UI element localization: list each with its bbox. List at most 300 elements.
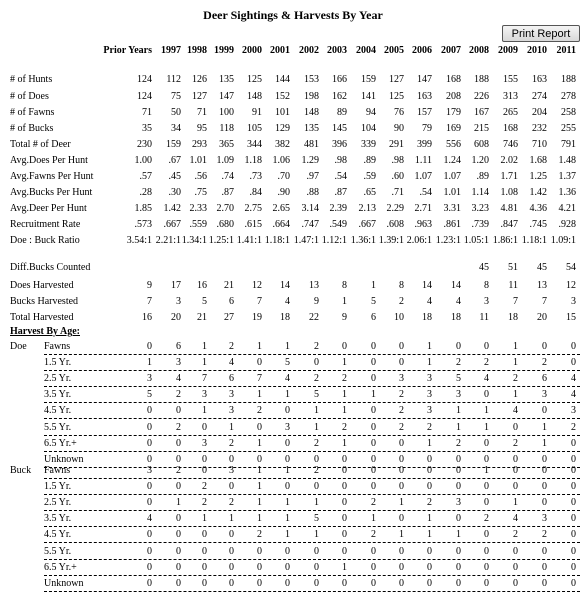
age-value: 3 xyxy=(229,465,234,476)
row-value: 7 xyxy=(513,296,518,307)
row-value: 124 xyxy=(137,74,152,85)
row-value: 7 xyxy=(257,296,262,307)
row-value: 1.85 xyxy=(134,203,152,214)
row-value: 208 xyxy=(446,91,461,102)
age-value: 0 xyxy=(484,497,489,509)
row-value: 95 xyxy=(197,123,207,134)
row-value: 1 xyxy=(342,296,347,307)
age-value: 1 xyxy=(285,513,290,525)
row-value: 215 xyxy=(474,123,489,134)
age-value: 1 xyxy=(229,513,234,525)
row-value: 75 xyxy=(171,91,181,102)
age-label: 3.5 Yr. xyxy=(44,389,72,401)
row-value: .75 xyxy=(194,187,207,198)
row-value: 1.37 xyxy=(558,171,576,182)
age-value: 0 xyxy=(456,465,461,476)
age-value: 0 xyxy=(202,545,207,557)
row-underline xyxy=(44,435,580,436)
row-value: 1.86:1 xyxy=(492,235,518,246)
age-value: 0 xyxy=(176,453,181,465)
row-value: 5 xyxy=(371,296,376,307)
row-value: 4 xyxy=(285,296,290,307)
row-value: 293 xyxy=(192,139,207,150)
row-value: 2.29 xyxy=(386,203,404,214)
age-value: 0 xyxy=(147,341,152,352)
row-value: 51 xyxy=(508,262,518,273)
row-value: 18 xyxy=(451,312,461,323)
row-value: .747 xyxy=(301,219,319,230)
row-value: 155 xyxy=(503,74,518,85)
age-value: 0 xyxy=(229,453,234,465)
row-value: 76 xyxy=(394,107,404,118)
row-value: 2.75 xyxy=(244,203,262,214)
age-value: 3 xyxy=(285,421,290,433)
row-value: 339 xyxy=(361,139,376,150)
age-value: 3 xyxy=(542,389,547,401)
age-value: 5 xyxy=(285,357,290,369)
row-value: 71 xyxy=(197,107,207,118)
row-value: .56 xyxy=(194,171,207,182)
age-value: 2 xyxy=(456,357,461,369)
row-underline xyxy=(44,559,580,560)
row-value: 8 xyxy=(342,280,347,291)
age-value: 0 xyxy=(399,357,404,369)
row-value: 12 xyxy=(566,280,576,291)
row-value: 10 xyxy=(394,312,404,323)
age-value: 1 xyxy=(484,421,489,433)
age-value: 1 xyxy=(314,421,319,433)
age-row xyxy=(0,562,586,574)
row-value: 188 xyxy=(474,74,489,85)
row-value: 147 xyxy=(219,91,234,102)
age-value: 0 xyxy=(285,437,290,449)
row-value: 1.14 xyxy=(471,187,489,198)
age-value: 3 xyxy=(202,389,207,401)
row-value: 1.00 xyxy=(134,155,152,166)
row-label: Avg.Deer Per Hunt xyxy=(10,203,87,214)
age-value: 1 xyxy=(147,357,152,369)
row-value: 1.41:1 xyxy=(236,235,262,246)
age-value: 0 xyxy=(176,577,181,589)
row-value: 1.25 xyxy=(529,171,547,182)
age-group-label: Buck xyxy=(10,465,32,476)
age-value: 1 xyxy=(342,437,347,449)
age-value: 0 xyxy=(484,453,489,465)
age-value: 0 xyxy=(342,513,347,525)
age-label: Unknown xyxy=(44,453,84,465)
age-value: 0 xyxy=(427,481,432,493)
age-value: 0 xyxy=(399,545,404,557)
row-value: 7 xyxy=(542,296,547,307)
row-value: 313 xyxy=(503,91,518,102)
row-value: 105 xyxy=(247,123,262,134)
age-value: 0 xyxy=(371,453,376,465)
row-value: 232 xyxy=(532,123,547,134)
row-underline xyxy=(44,526,580,527)
age-value: 1 xyxy=(285,389,290,401)
row-value: 144 xyxy=(275,74,290,85)
row-underline xyxy=(44,370,580,371)
age-value: 0 xyxy=(176,529,181,541)
summary-row xyxy=(0,235,586,247)
age-value: 0 xyxy=(456,453,461,465)
row-value: 1.23:1 xyxy=(435,235,461,246)
row-value: 3.54:1 xyxy=(126,235,152,246)
age-value: 0 xyxy=(147,437,152,449)
row-value: 14 xyxy=(422,280,432,291)
age-value: 0 xyxy=(314,577,319,589)
age-value: 0 xyxy=(342,465,347,476)
age-value: 0 xyxy=(147,577,152,589)
row-label: Doe : Buck Ratio xyxy=(10,235,80,246)
harvest-row xyxy=(0,262,586,274)
row-value: .87 xyxy=(221,187,234,198)
age-value: 0 xyxy=(571,341,576,352)
row-value: 365 xyxy=(219,139,234,150)
age-label: 6.5 Yr.+ xyxy=(44,561,77,573)
summary-row xyxy=(0,123,586,135)
age-value: 2 xyxy=(542,357,547,369)
age-value: 2 xyxy=(314,341,319,352)
age-value: 1 xyxy=(342,561,347,573)
age-value: 1 xyxy=(484,405,489,417)
row-value: 179 xyxy=(446,107,461,118)
age-value: 2 xyxy=(513,373,518,385)
row-value: 20 xyxy=(171,312,181,323)
row-value: 255 xyxy=(561,123,576,134)
row-value: 16 xyxy=(142,312,152,323)
age-value: 2 xyxy=(513,529,518,541)
row-underline xyxy=(44,510,580,511)
age-value: 1 xyxy=(513,341,518,352)
age-value: 0 xyxy=(176,561,181,573)
row-value: 481 xyxy=(304,139,319,150)
year-header: 2002 xyxy=(299,45,319,56)
age-value: 0 xyxy=(399,465,404,476)
age-row xyxy=(0,389,586,401)
age-value: 0 xyxy=(399,561,404,573)
age-row xyxy=(0,546,586,558)
row-value: 19 xyxy=(252,312,262,323)
row-value: .73 xyxy=(249,171,262,182)
row-value: 1.05:1 xyxy=(463,235,489,246)
row-value: 2.21:1 xyxy=(155,235,181,246)
row-value: 135 xyxy=(219,74,234,85)
row-value: .28 xyxy=(139,187,152,198)
age-value: 1 xyxy=(257,389,262,401)
age-value: 3 xyxy=(456,497,461,509)
age-value: 0 xyxy=(176,513,181,525)
row-value: 1.07 xyxy=(443,171,461,182)
age-value: 1 xyxy=(484,465,489,476)
row-value: 94 xyxy=(366,107,376,118)
age-value: 2 xyxy=(314,373,319,385)
age-value: 1 xyxy=(257,497,262,509)
age-value: 1 xyxy=(371,513,376,525)
row-value: 45 xyxy=(479,262,489,273)
age-label: Unknown xyxy=(44,577,84,589)
age-value: 0 xyxy=(257,453,262,465)
summary-row xyxy=(0,139,586,151)
age-row xyxy=(0,497,586,509)
row-value: 2.71 xyxy=(414,203,432,214)
row-value: 9 xyxy=(342,312,347,323)
age-label: 1.5 Yr. xyxy=(44,357,72,369)
age-value: 0 xyxy=(456,513,461,525)
row-value: 27 xyxy=(224,312,234,323)
age-value: 0 xyxy=(257,545,262,557)
row-value: 1.25:1 xyxy=(208,235,234,246)
age-value: 1 xyxy=(456,405,461,417)
row-value: 3.14 xyxy=(301,203,319,214)
age-label: 1.5 Yr. xyxy=(44,481,72,493)
age-value: 0 xyxy=(513,577,518,589)
row-value: 2.70 xyxy=(216,203,234,214)
year-header: 2007 xyxy=(441,45,461,56)
year-header: Prior Years xyxy=(103,45,152,56)
row-underline xyxy=(44,402,580,403)
age-value: 5 xyxy=(314,389,319,401)
age-value: 1 xyxy=(427,341,432,352)
age-value: 4 xyxy=(571,373,576,385)
row-value: 1.18:1 xyxy=(521,235,547,246)
age-value: 2 xyxy=(427,421,432,433)
row-value: 188 xyxy=(561,74,576,85)
age-value: 3 xyxy=(399,373,404,385)
age-value: 0 xyxy=(484,437,489,449)
age-value: 3 xyxy=(427,405,432,417)
year-header: 2011 xyxy=(556,45,576,56)
row-value: 127 xyxy=(389,74,404,85)
age-value: 2 xyxy=(229,497,234,509)
row-value: 2.02 xyxy=(500,155,518,166)
age-value: 2 xyxy=(176,389,181,401)
age-value: 1 xyxy=(202,341,207,352)
row-value: 124 xyxy=(137,91,152,102)
age-value: 0 xyxy=(484,561,489,573)
age-label: Fawns xyxy=(44,465,71,476)
age-value: 0 xyxy=(342,497,347,509)
row-value: .928 xyxy=(558,219,576,230)
row-value: 167 xyxy=(474,107,489,118)
row-value: .70 xyxy=(277,171,290,182)
row-value: 1.34:1 xyxy=(181,235,207,246)
summary-row xyxy=(0,187,586,199)
age-value: 2 xyxy=(484,513,489,525)
age-value: 0 xyxy=(427,577,432,589)
row-value: 1.09 xyxy=(216,155,234,166)
year-header: 2010 xyxy=(527,45,547,56)
age-value: 1 xyxy=(399,529,404,541)
row-value: 2.39 xyxy=(329,203,347,214)
row-value: .67 xyxy=(168,155,181,166)
row-value: 791 xyxy=(561,139,576,150)
row-value: 1.07 xyxy=(414,171,432,182)
row-value: 12 xyxy=(252,280,262,291)
row-value: 2.65 xyxy=(272,203,290,214)
age-value: 1 xyxy=(513,357,518,369)
year-header: 2009 xyxy=(498,45,518,56)
age-value: 2 xyxy=(371,497,376,509)
row-value: 129 xyxy=(275,123,290,134)
row-value: .615 xyxy=(244,219,262,230)
row-value: 1.09:1 xyxy=(550,235,576,246)
age-value: 0 xyxy=(257,577,262,589)
age-value: 1 xyxy=(257,481,262,493)
age-value: 2 xyxy=(229,341,234,352)
row-underline xyxy=(44,478,580,479)
row-value: 159 xyxy=(166,139,181,150)
row-value: .963 xyxy=(414,219,432,230)
age-value: 0 xyxy=(571,357,576,369)
row-label: # of Does xyxy=(10,91,49,102)
row-value: .71 xyxy=(391,187,404,198)
row-value: .745 xyxy=(529,219,547,230)
age-value: 1 xyxy=(399,497,404,509)
row-label: # of Bucks xyxy=(10,123,54,134)
age-value: 2 xyxy=(484,357,489,369)
age-value: 1 xyxy=(257,437,262,449)
row-value: 18 xyxy=(508,312,518,323)
harvest-row xyxy=(0,312,586,324)
row-value: 141 xyxy=(361,91,376,102)
row-value: 3.23 xyxy=(471,203,489,214)
row-label: Diff.Bucks Counted xyxy=(10,262,91,273)
row-value: 125 xyxy=(389,91,404,102)
age-value: 0 xyxy=(513,421,518,433)
row-value: 1.20 xyxy=(471,155,489,166)
row-value: 3.31 xyxy=(443,203,461,214)
row-value: 204 xyxy=(532,107,547,118)
age-value: 0 xyxy=(285,545,290,557)
age-label: 4.5 Yr. xyxy=(44,529,72,541)
age-value: 3 xyxy=(202,437,207,449)
summary-row xyxy=(0,74,586,86)
age-value: 1 xyxy=(542,437,547,449)
age-value: 1 xyxy=(229,421,234,433)
age-value: 6 xyxy=(229,373,234,385)
age-value: 4 xyxy=(484,373,489,385)
row-value: .59 xyxy=(363,171,376,182)
age-value: 0 xyxy=(571,497,576,509)
row-value: 89 xyxy=(337,107,347,118)
age-value: 1 xyxy=(342,357,347,369)
row-value: 1.42 xyxy=(163,203,181,214)
row-label: Recruitment Rate xyxy=(10,219,81,230)
row-value: 1.47:1 xyxy=(293,235,319,246)
age-value: 1 xyxy=(371,389,376,401)
age-value: 0 xyxy=(176,481,181,493)
row-value: 4 xyxy=(456,296,461,307)
age-value: 0 xyxy=(342,481,347,493)
age-value: 1 xyxy=(285,465,290,476)
row-value: 21 xyxy=(224,280,234,291)
age-value: 0 xyxy=(257,357,262,369)
age-value: 3 xyxy=(229,405,234,417)
age-value: 0 xyxy=(399,437,404,449)
year-header: 2000 xyxy=(242,45,262,56)
row-value: 54 xyxy=(566,262,576,273)
row-value: 50 xyxy=(171,107,181,118)
age-value: 5 xyxy=(314,513,319,525)
year-header: 2001 xyxy=(270,45,290,56)
age-value: 0 xyxy=(456,545,461,557)
age-value: 3 xyxy=(427,373,432,385)
age-value: 2 xyxy=(314,437,319,449)
age-value: 2 xyxy=(571,421,576,433)
row-value: 8 xyxy=(484,280,489,291)
row-value: 2.13 xyxy=(358,203,376,214)
row-value: 135 xyxy=(304,123,319,134)
row-value: 9 xyxy=(314,296,319,307)
row-value: 265 xyxy=(503,107,518,118)
age-value: 0 xyxy=(371,341,376,352)
year-header: 2006 xyxy=(412,45,432,56)
age-value: 0 xyxy=(371,577,376,589)
row-value: .573 xyxy=(134,219,152,230)
row-value: 91 xyxy=(252,107,262,118)
row-value: 6 xyxy=(229,296,234,307)
age-row xyxy=(0,373,586,385)
age-value: 1 xyxy=(257,465,262,476)
row-underline xyxy=(44,494,580,495)
row-value: .84 xyxy=(249,187,262,198)
row-underline xyxy=(44,354,580,355)
row-value: 15 xyxy=(566,312,576,323)
row-value: 6 xyxy=(371,312,376,323)
age-value: 0 xyxy=(571,453,576,465)
age-value: 1 xyxy=(513,389,518,401)
age-row xyxy=(0,357,586,369)
age-value: 0 xyxy=(371,465,376,476)
age-value: 0 xyxy=(456,577,461,589)
age-value: 0 xyxy=(285,453,290,465)
row-value: 3 xyxy=(176,296,181,307)
row-value: 4 xyxy=(427,296,432,307)
row-value: 104 xyxy=(361,123,376,134)
row-value: 4.81 xyxy=(500,203,518,214)
row-value: 1.36 xyxy=(558,187,576,198)
age-label: 2.5 Yr. xyxy=(44,373,72,385)
age-value: 0 xyxy=(202,577,207,589)
row-value: 1.06 xyxy=(272,155,290,166)
row-underline xyxy=(44,542,580,543)
age-value: 0 xyxy=(427,453,432,465)
row-value: 112 xyxy=(166,74,181,85)
row-label: Total # of Deer xyxy=(10,139,71,150)
age-value: 0 xyxy=(176,437,181,449)
age-value: 0 xyxy=(371,357,376,369)
age-value: 0 xyxy=(371,373,376,385)
age-value: 0 xyxy=(542,481,547,493)
age-value: 0 xyxy=(484,341,489,352)
row-value: 35 xyxy=(142,123,152,134)
row-value: 45 xyxy=(537,262,547,273)
row-label: Avg.Does Per Hunt xyxy=(10,155,88,166)
age-value: 0 xyxy=(542,465,547,476)
age-value: 0 xyxy=(371,421,376,433)
age-value: 1 xyxy=(342,389,347,401)
print-report-button[interactable]: Print Report xyxy=(502,25,580,42)
row-label: Bucks Harvested xyxy=(10,296,79,307)
year-header: 2005 xyxy=(384,45,404,56)
age-value: 0 xyxy=(399,513,404,525)
row-value: 159 xyxy=(361,74,376,85)
age-value: 0 xyxy=(371,437,376,449)
age-value: 0 xyxy=(147,421,152,433)
age-value: 2 xyxy=(202,497,207,509)
age-value: 1 xyxy=(285,341,290,352)
